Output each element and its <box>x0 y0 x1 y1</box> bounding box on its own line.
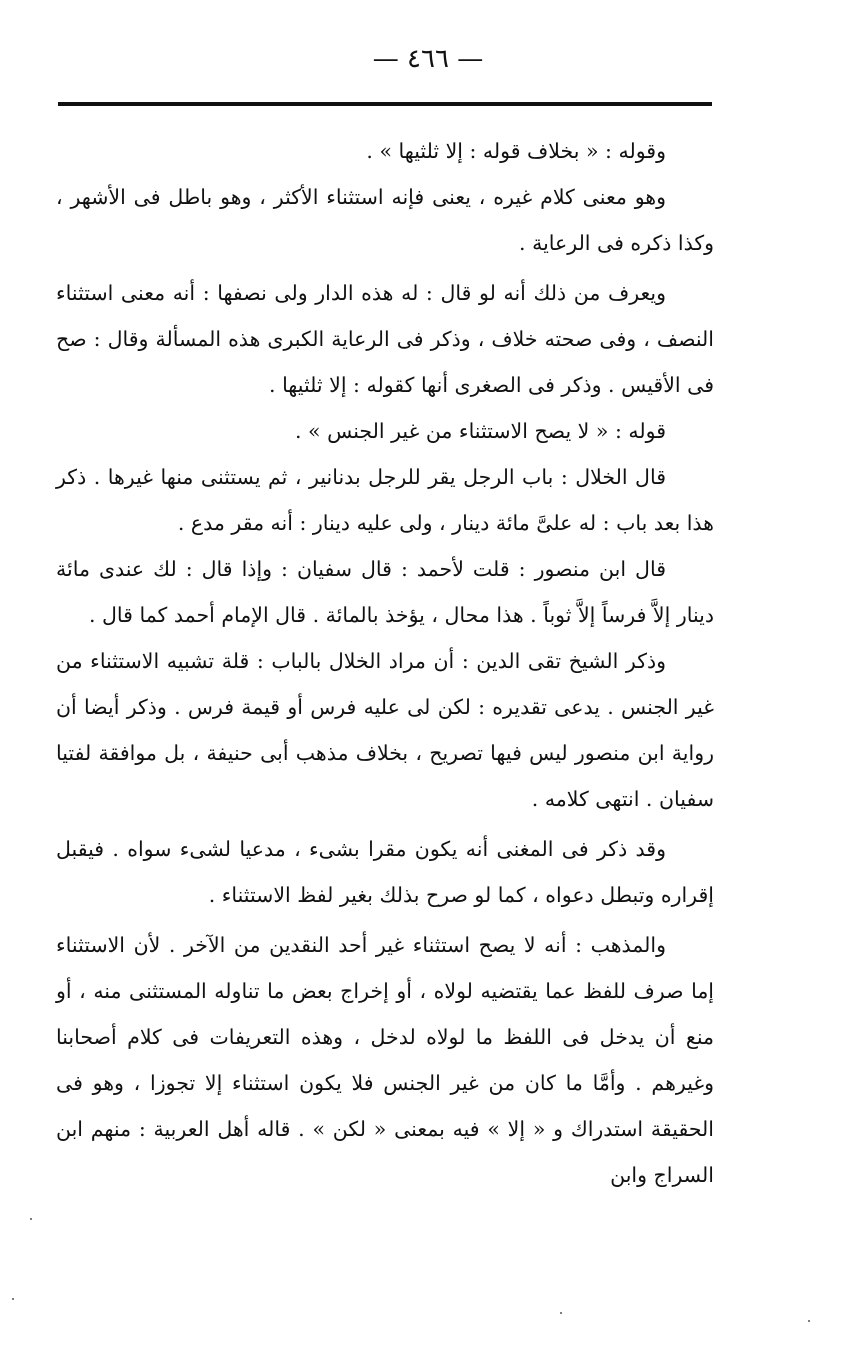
scan-speck <box>560 1312 562 1314</box>
paragraph: وهو معنى كلام غيره ، يعنى فإنه استثناء الأكثر ، وهو باطل فى الأشهر ، وكذا ذكره فى الرعاية . <box>56 185 714 255</box>
scan-speck <box>30 1218 32 1220</box>
paragraph: والمذهب : أنه لا يصح استثناء غير أحد النقدين من الآخر . لأن الاستثناء إما صرف للفظ عما يقتضيه لولاه ، أو إخراج بعض ما تناوله المستثنى منه ، أو منع أن يدخل فى اللفظ ما لولاه لدخل ، وهذه التعريفات فى كلام أصحابنا وغيرهم . وأمَّا ما كان من غير الجنس فلا يكون استثناء إلا تجوزا ، وهو فى الحقيقة استدراك و « إلا » فيه بمعنى « لكن » . قاله أهل العربية : منهم ابن السراج وابن <box>56 933 714 1187</box>
header-rule <box>58 102 712 106</box>
body-text <box>56 128 714 1198</box>
paragraph: ويعرف من ذلك أنه لو قال : له هذه الدار ولى نصفها : أنه معنى استثناء النصف ، وفى صحته خلاف ، وذكر فى الرعاية الكبرى هذه المسألة وقال : صح فى الأقيس . وذكر فى الصغرى أنها كقوله : إلا ثلثيها . <box>56 281 714 397</box>
paragraph: قال الخلال : باب الرجل يقر للرجل بدنانير ، ثم يستثنى منها غيرها . ذكر هذا بعد باب : له علىَّ مائة دينار ، ولى عليه دينار : أنه مقر مدع . <box>56 465 714 535</box>
paragraph: قال ابن منصور : قلت لأحمد : قال سفيان : وإذا قال : لك عندى مائة دينار إلاَّ فرساً إلاَّ ثوباً . هذا محال ، يؤخذ بالمائة . قال الإمام أحمد كما قال . <box>56 557 714 627</box>
paragraph: وقد ذكر فى المغنى أنه يكون مقرا بشىء ، مدعيا لشىء سواه . فيقبل إقراره وتبطل دعواه ، كما لو صرح بذلك بغير لفظ الاستثناء . <box>56 837 714 907</box>
paragraph: وذكر الشيخ تقى الدين : أن مراد الخلال بالباب : قلة تشبيه الاستثناء من غير الجنس . يدعى تقديره : لكن لى عليه فرس أو قيمة فرس . وذكر أيضا أن رواية ابن منصور ليس فيها تصريح ، بخلاف مذهب أبى حنيفة ، بل موافقة لفتيا سفيان . انتهى كلامه . <box>56 649 714 811</box>
paragraph: قوله : « لا يصح الاستثناء من غير الجنس » . <box>294 419 666 443</box>
page-number: — ٤٦٦ — <box>372 44 484 74</box>
scan-speck <box>808 1320 810 1322</box>
scan-speck <box>12 1298 14 1300</box>
paragraph: وقوله : « بخلاف قوله : إلا ثلثيها » . <box>366 139 666 163</box>
